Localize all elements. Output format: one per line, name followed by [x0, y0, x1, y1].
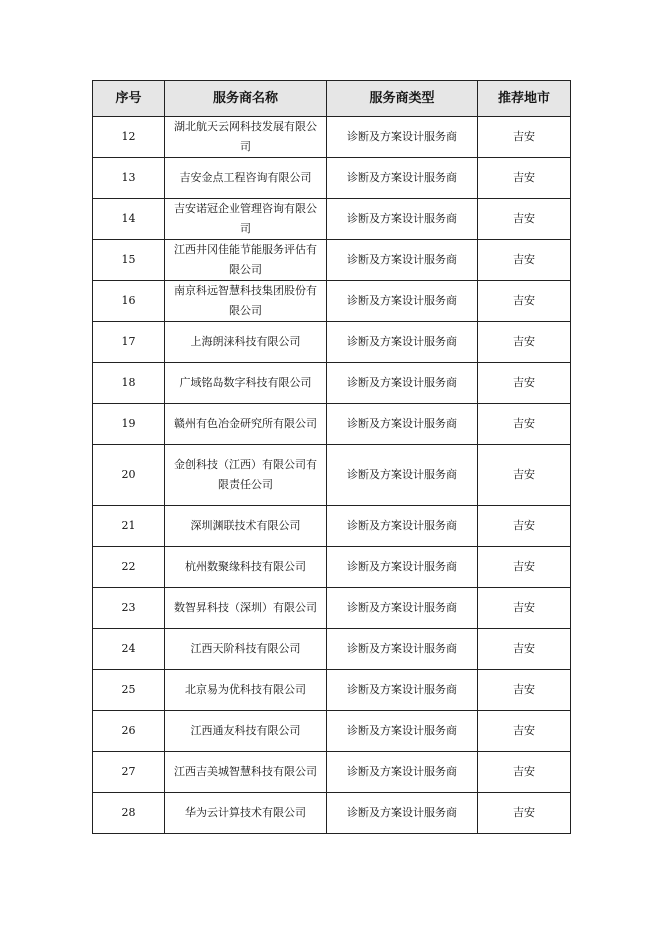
row-name: 赣州有色冶金研究所有限公司 [165, 404, 327, 445]
row-type: 诊断及方案设计服务商 [327, 117, 478, 158]
row-no: 15 [93, 240, 165, 281]
row-name: 上海朗涞科技有限公司 [165, 322, 327, 363]
provider-table [92, 80, 571, 834]
row-name: 北京易为优科技有限公司 [165, 670, 327, 711]
row-type: 诊断及方案设计服务商 [327, 506, 478, 547]
header-row [93, 81, 571, 117]
row-type: 诊断及方案设计服务商 [327, 199, 478, 240]
row-type: 诊断及方案设计服务商 [327, 752, 478, 793]
row-no: 14 [93, 199, 165, 240]
row-city: 吉安 [478, 793, 571, 834]
row-city: 吉安 [478, 240, 571, 281]
row-name: 江西天阶科技有限公司 [165, 629, 327, 670]
row-city: 吉安 [478, 404, 571, 445]
row-city: 吉安 [478, 445, 571, 506]
table-row [93, 588, 571, 629]
row-type: 诊断及方案设计服务商 [327, 547, 478, 588]
table-row [93, 793, 571, 834]
row-no: 13 [93, 158, 165, 199]
table-row [93, 117, 571, 158]
row-name: 杭州数聚缘科技有限公司 [165, 547, 327, 588]
row-city: 吉安 [478, 588, 571, 629]
table-row [93, 322, 571, 363]
row-name: 华为云计算技术有限公司 [165, 793, 327, 834]
row-no: 27 [93, 752, 165, 793]
row-name: 江西通友科技有限公司 [165, 711, 327, 752]
row-name: 金创科技（江西）有限公司有限责任公司 [165, 445, 327, 506]
row-no: 26 [93, 711, 165, 752]
row-name: 广域铭岛数字科技有限公司 [165, 363, 327, 404]
row-type: 诊断及方案设计服务商 [327, 629, 478, 670]
row-type: 诊断及方案设计服务商 [327, 588, 478, 629]
table-row [93, 670, 571, 711]
row-city: 吉安 [478, 158, 571, 199]
row-name: 南京科远智慧科技集团股份有限公司 [165, 281, 327, 322]
row-type: 诊断及方案设计服务商 [327, 404, 478, 445]
row-no: 25 [93, 670, 165, 711]
row-name: 江西井冈佳能节能服务评估有限公司 [165, 240, 327, 281]
table-row [93, 506, 571, 547]
row-no: 24 [93, 629, 165, 670]
row-no: 17 [93, 322, 165, 363]
row-type: 诊断及方案设计服务商 [327, 322, 478, 363]
table-row [93, 711, 571, 752]
table-row [93, 404, 571, 445]
row-city: 吉安 [478, 199, 571, 240]
table-row [93, 547, 571, 588]
row-city: 吉安 [478, 547, 571, 588]
row-name: 深圳渊联技术有限公司 [165, 506, 327, 547]
row-city: 吉安 [478, 322, 571, 363]
row-type: 诊断及方案设计服务商 [327, 158, 478, 199]
row-type: 诊断及方案设计服务商 [327, 793, 478, 834]
row-no: 19 [93, 404, 165, 445]
table-row [93, 445, 571, 506]
row-no: 20 [93, 445, 165, 506]
row-no: 23 [93, 588, 165, 629]
row-city: 吉安 [478, 752, 571, 793]
row-city: 吉安 [478, 281, 571, 322]
row-city: 吉安 [478, 117, 571, 158]
table-row [93, 363, 571, 404]
row-name: 吉安金点工程咨询有限公司 [165, 158, 327, 199]
row-city: 吉安 [478, 506, 571, 547]
table-row [93, 752, 571, 793]
row-city: 吉安 [478, 629, 571, 670]
row-type: 诊断及方案设计服务商 [327, 670, 478, 711]
table-row [93, 158, 571, 199]
table-row [93, 281, 571, 322]
header-city: 推荐地市 [478, 81, 571, 117]
row-name: 湖北航天云网科技发展有限公司 [165, 117, 327, 158]
row-city: 吉安 [478, 711, 571, 752]
row-type: 诊断及方案设计服务商 [327, 240, 478, 281]
table-row [93, 199, 571, 240]
row-no: 12 [93, 117, 165, 158]
row-name: 江西吉美城智慧科技有限公司 [165, 752, 327, 793]
row-type: 诊断及方案设计服务商 [327, 711, 478, 752]
row-no: 28 [93, 793, 165, 834]
row-no: 16 [93, 281, 165, 322]
row-type: 诊断及方案设计服务商 [327, 363, 478, 404]
row-type: 诊断及方案设计服务商 [327, 445, 478, 506]
row-type: 诊断及方案设计服务商 [327, 281, 478, 322]
header-name: 服务商名称 [165, 81, 327, 117]
row-no: 18 [93, 363, 165, 404]
row-name: 吉安诺冠企业管理咨询有限公司 [165, 199, 327, 240]
row-name: 数智昇科技（深圳）有限公司 [165, 588, 327, 629]
table-row [93, 629, 571, 670]
row-city: 吉安 [478, 670, 571, 711]
table-row [93, 240, 571, 281]
row-no: 22 [93, 547, 165, 588]
header-type: 服务商类型 [327, 81, 478, 117]
row-city: 吉安 [478, 363, 571, 404]
header-no: 序号 [93, 81, 165, 117]
row-no: 21 [93, 506, 165, 547]
